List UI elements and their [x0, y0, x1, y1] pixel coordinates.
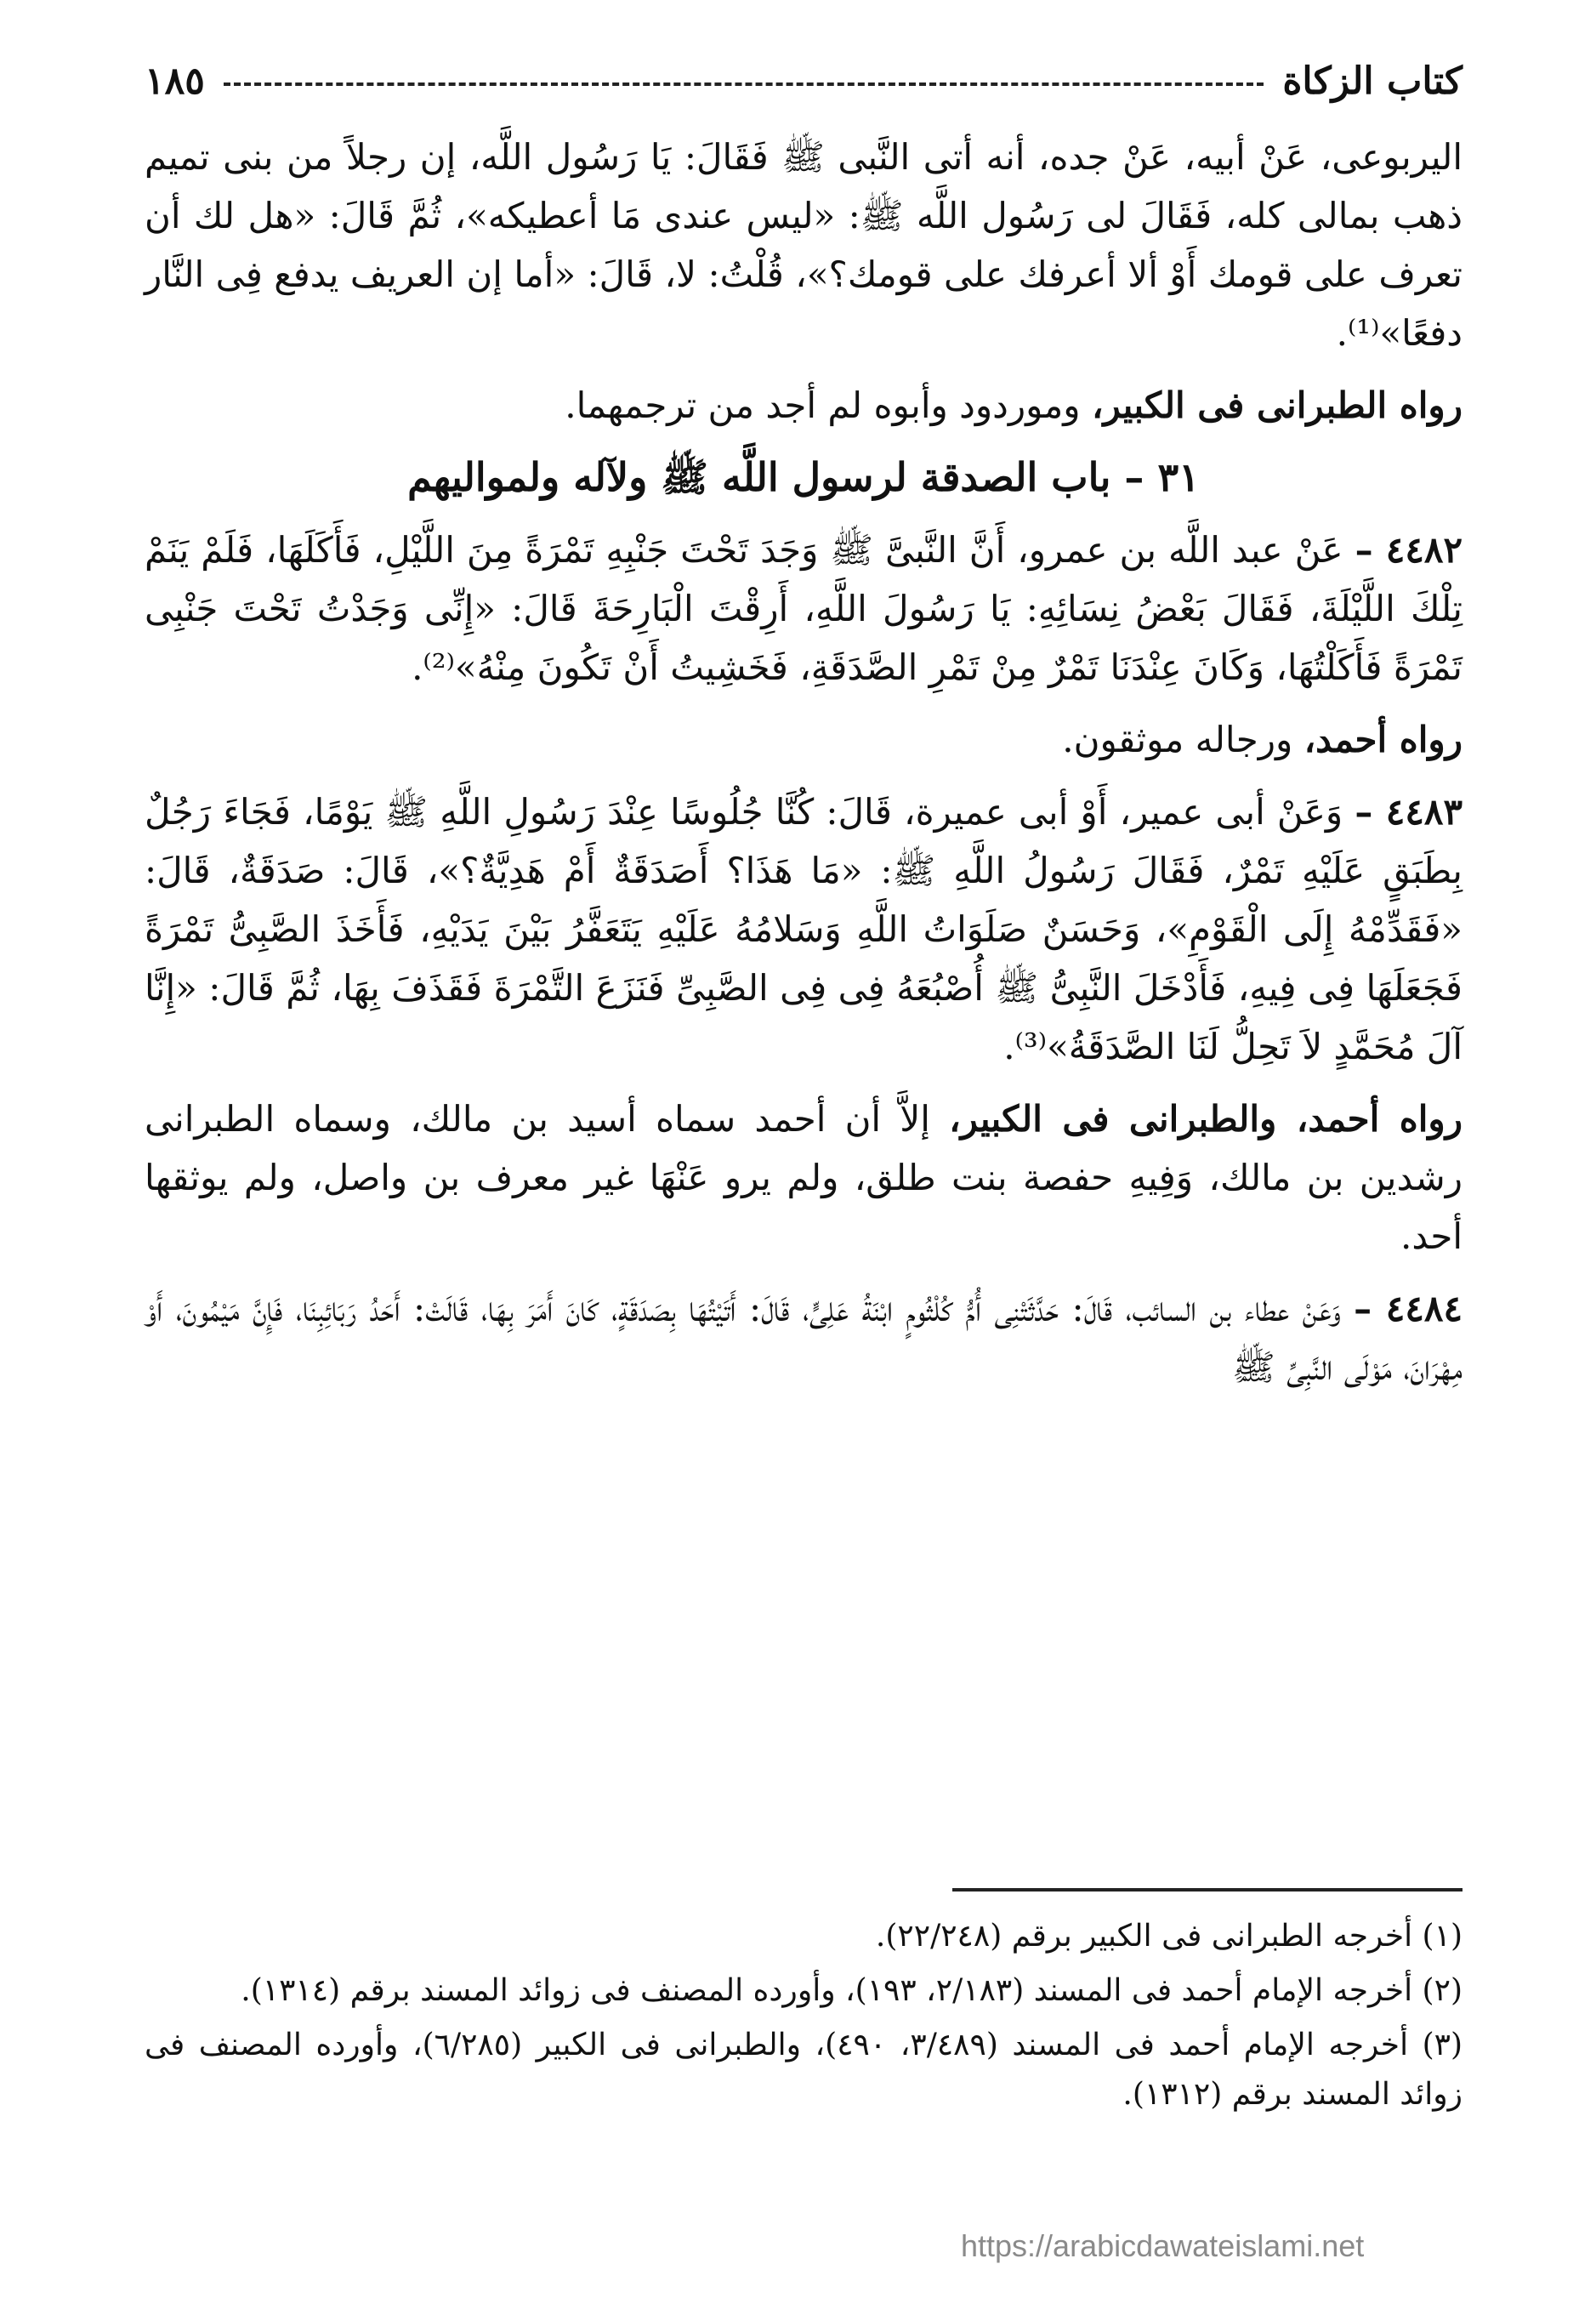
header-dashed-rule: [224, 82, 1264, 86]
hadith-text: وَعَنْ عطاء بن السائب، قَالَ: حَدَّثَتْنِى أُمُّ كُلْثُومٍ ابْنَةُ عَلِىٍّ، قَالَ: أَتَيْتُهَا بِصَدَقَةٍ، كَانَ أَمَرَ بِهَا، قَالَتْ: أَحَدُ رَبَائِبِنَا، فَإِنَّ مَيْمُونَ، أَوْ مِهْرَانَ، مَوْلَى النَّبِىِّ ﷺ: [145, 1288, 1463, 1388]
narration-text: إلاَّ أن أحمد سماه أسيد بن مالك، وسماه الطبرانى رشدين بن مالك، وَفِيهِ حفصة بنت طلق، ولم يرو عَنْهَا غير معرف بن واصل، ولم يوثقها أحد.: [145, 1098, 1463, 1257]
narration-note: [145, 376, 1463, 435]
page-body: [145, 128, 1463, 1410]
hadith-continuation: اليربوعى، عَنْ أبيه، عَنْ جده، أنه أتى النَّبى ﷺ فَقَالَ: يَا رَسُول اللَّه، إن رجلاً من بنى تميم ذهب بمالى كله، فَقَالَ لى رَسُول اللَّه ﷺ: «ليس عندى مَا أعطيكه»، ثُمَّ قَالَ: «هل لك أن تعرف على قومك أَوْ ألا أعرفك على قومك؟»، قُلْتُ: لا، قَالَ: «أما إن العريف يدفع فِى النَّار دفعًا»⁽¹⁾.: [145, 136, 1463, 354]
narration-text: ورجاله موثقون.: [1062, 719, 1304, 760]
narration-note: [145, 710, 1463, 769]
footnote-3: (٣) أخرجه الإمام أحمد فى المسند (٣/٤٨٩، ٤٩٠)، والطبرانى فى الكبير (٦/٢٨٥)، وأورده المصنف فى زوائد المسند برقم (١٣١٢).: [145, 2028, 1463, 2112]
hadith-text: وَعَنْ أبى عمير، أَوْ أبى عميرة، قَالَ: كُنَّا جُلُوسًا عِنْدَ رَسُولِ اللَّهِ ﷺ يَوْمًا، فَجَاءَ رَجُلٌ بِطَبَقٍ عَلَيْهِ تَمْرٌ، فَقَالَ رَسُولُ اللَّهِ ﷺ: «مَا هَذَا؟ أَصَدَقَةٌ أَمْ هَدِيَّةٌ؟»، قَالَ: صَدَقَةٌ، قَالَ: «فَقَدِّمْهُ إِلَى الْقَوْمِ»، وَحَسَنٌ صَلَوَاتُ اللَّهِ وَسَلامُهُ عَلَيْهِ يَتَعَفَّرُ بَيْنَ يَدَيْهِ، فَأَخَذَ الصَّبِىُّ تَمْرَةً فَجَعَلَهَا فِى فِيهِ، فَأَدْخَلَ النَّبِىُّ ﷺ أُصْبُعَهُ فِى فِى الصَّبِىِّ فَنَزَعَ التَّمْرَةَ فَقَذَفَ بِهَا، ثُمَّ قَالَ: «إِنَّا آلَ مُحَمَّدٍ لاَ تَحِلُّ لَنَا الصَّدَقَةُ»⁽³⁾.: [145, 791, 1463, 1067]
chapter-running-title: كتاب الزكاة: [1282, 59, 1463, 103]
hadith-number: ٤٤٨٢ –: [1355, 529, 1463, 571]
hadith-4483: [145, 782, 1463, 1076]
hadith-4484: [145, 1279, 1463, 1397]
hadith-4482: [145, 521, 1463, 697]
page-header: [145, 51, 1463, 111]
chapter-heading: ٣١ – باب الصدقة لرسول اللَّه ﷺ ولآله ولمواليهم: [407, 454, 1200, 500]
page-number: ١٨٥: [145, 59, 205, 103]
hadith-text: عَنْ عبد اللَّه بن عمرو، أَنَّ النَّبىَّ ﷺ وَجَدَ تَحْتَ جَنْبِهِ تَمْرَةً مِنَ اللَّيْلِ، فَأَكَلَهَا، فَلَمْ يَنَمْ تِلْكَ اللَّيْلَةَ، فَقَالَ بَعْضُ نِسَائِهِ: يَا رَسُولَ اللَّهِ، أَرِقْتَ الْبَارِحَةَ قَالَ: «إِنِّى وَجَدْتُ تَحْتَ جَنْبِى تَمْرَةً فَأَكَلْتُهَا، وَكَانَ عِنْدَنَا تَمْرٌ مِنْ تَمْرِ الصَّدَقَةِ، فَخَشِيتُ أَنْ تَكُونَ مِنْهُ»⁽²⁾.: [145, 529, 1463, 688]
footnotes: [145, 1888, 1463, 2125]
footnote-1: (١) أخرجه الطبرانى فى الكبير برقم (٢٢/٢٤٨).: [875, 1919, 1463, 1954]
narration-note: [145, 1089, 1463, 1266]
hadith-number: ٤٤٨٣ –: [1355, 791, 1463, 833]
narration-source: رواه الطبرانى فى الكبير،: [1091, 384, 1463, 426]
footnote-divider: [952, 1888, 1463, 1892]
hadith-number: ٤٤٨٤ –: [1354, 1288, 1463, 1329]
narration-source: رواه أحمد،: [1303, 719, 1463, 760]
footnote-2: (٢) أخرجه الإمام أحمد فى المسند (٢/١٨٣، ١٩٣)، وأورده المصنف فى زوائد المسند برقم (١٣١٤).: [241, 1973, 1463, 2008]
narration-source: رواه أحمد، والطبرانى فى الكبير،: [949, 1098, 1463, 1140]
narration-text: وموردود وأبوه لم أجد من ترجمهما.: [565, 384, 1092, 426]
watermark-url: https://arabicdawateislami.net: [961, 2228, 1365, 2263]
